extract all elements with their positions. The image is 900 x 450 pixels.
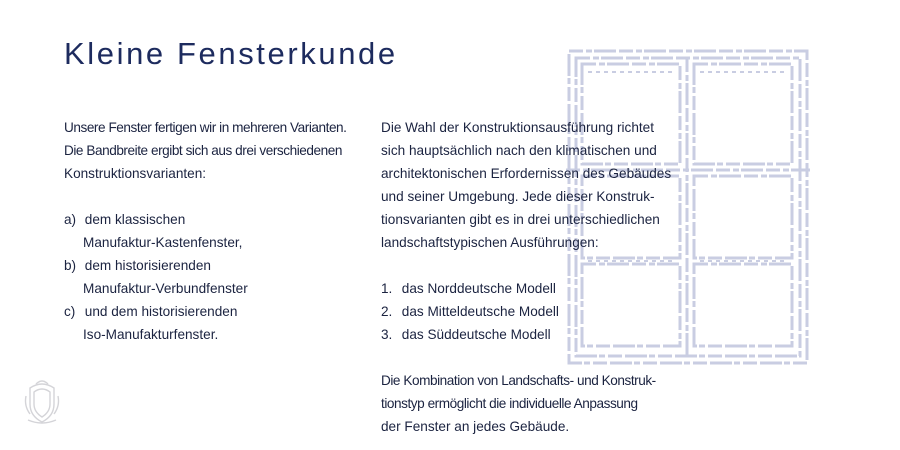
list-marker: b) — [64, 258, 77, 273]
outro-line-3: der Fenster an jedes Gebäude. — [381, 419, 570, 434]
variant-item-c-cont: Iso-Manufakturfenster. — [83, 327, 219, 342]
variant-item-c — [64, 300, 374, 323]
intro-line-3: Konstruktionsvarianten: — [64, 166, 207, 181]
intro-line-2: Die Bandbreite ergibt sich aus drei verschiedenen — [64, 143, 342, 158]
list-marker: c) — [64, 304, 76, 319]
body-line-3: architektonischen Erfordernissen des Gebäudes — [381, 166, 672, 181]
model-item-2 — [381, 300, 691, 323]
variant-list — [64, 208, 374, 346]
body-line-1: Die Wahl der Konstruktionsausführung richtet — [381, 120, 655, 135]
list-marker: 3. — [381, 327, 393, 342]
body-line-2: sich hauptsächlich nach den klimatischen und — [381, 143, 657, 158]
outro-line-1: Die Kombination von Landschafts- und Konstruk- — [381, 373, 656, 388]
body-line-5: tionsvarianten gibt es in drei unterschiedlichen — [381, 212, 660, 227]
crest-emblem-icon — [22, 378, 62, 426]
list-marker: 1. — [381, 281, 393, 296]
variant-text: und dem historisierenden — [84, 304, 238, 319]
model-item-1 — [381, 277, 691, 300]
body-line-4: und seiner Umgebung. Jede dieser Konstruk- — [381, 189, 655, 204]
variant-item-b-cont: Manufaktur-Verbundfenster — [83, 281, 248, 296]
variant-text: dem historisierenden — [84, 258, 211, 273]
outro-line-2: tionstyp ermöglicht die individuelle Anpassung — [381, 396, 638, 411]
variant-item-a — [64, 208, 374, 231]
list-marker: 2. — [381, 304, 393, 319]
variant-item-a-cont: Manufaktur-Kastenfenster, — [83, 235, 243, 250]
variant-item-b — [64, 254, 374, 277]
variant-text: dem klassischen — [84, 212, 186, 227]
page-title: Kleine Fensterkunde — [64, 36, 398, 71]
model-item-3 — [381, 323, 691, 346]
model-label: das Norddeutsche Modell — [401, 281, 556, 296]
model-label: das Mitteldeutsche Modell — [401, 304, 559, 319]
left-column — [64, 116, 374, 346]
model-label: das Süddeutsche Modell — [401, 327, 551, 342]
right-column — [381, 116, 691, 438]
list-marker: a) — [64, 212, 77, 227]
intro-line-1: Unsere Fenster fertigen wir in mehreren Varianten. — [64, 120, 347, 135]
model-list — [381, 277, 691, 346]
body-line-6: landschaftstypischen Ausführungen: — [381, 235, 599, 250]
